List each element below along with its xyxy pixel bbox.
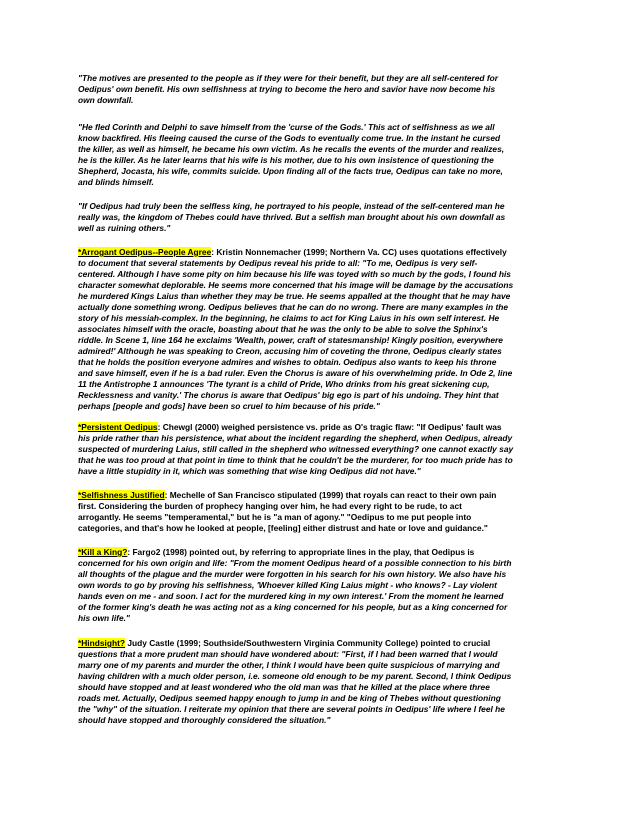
text-line: centered. Although I have some pity on him because his life was toyed with so much by the gods, I found his bbox=[78, 269, 511, 279]
text-line: have a little stupidity in it, which was something that wise king Oedipus did not have." bbox=[78, 466, 421, 476]
text-line: associates himself with the oracle, boasting about that he was the only to be able to solve the Sphinx's bbox=[78, 324, 488, 334]
section-heading: *Selfishness Justified bbox=[78, 490, 165, 500]
heading-line bbox=[78, 547, 564, 558]
text-line: perhaps [people and gods] have been so cruel to him because of his pride." bbox=[78, 401, 380, 411]
text-line: concerned for his own origin and life: "From the moment Oedipus heard of a possible connection to his birth bbox=[78, 558, 512, 568]
text-line: character somewhat deplorable. He seems more concerned that his image will be damage by the accusations bbox=[78, 280, 514, 290]
text-line: actually done something wrong. Oedipus believes that he can do no wrong. There are many examples in the bbox=[78, 302, 509, 312]
text-line: "He fled Corinth and Delphi to save himself from the 'curse of the Gods.' This act of selfishness as we all bbox=[78, 122, 495, 132]
text-line: the killer, as well as himself, he became his own victim. As he recalls the events of the murder and realizes, bbox=[78, 144, 505, 154]
text-line: the "why" of the situation. I reiterate my opinion that there are several points in Oedipus' life where I feel he bbox=[78, 704, 505, 714]
text-line: should have stopped and at least wondered who the old man was that he killed at the place where three bbox=[78, 682, 490, 692]
text-line: marry one of my parents and murder the other, I think I would have been quite suspicious of marrying and bbox=[78, 660, 500, 670]
text-line: to document that several statements by Oedipus reveal his pride to all: "To me, Oedipus is very self- bbox=[78, 258, 478, 268]
section-hindsight bbox=[78, 638, 564, 726]
text-line: "The motives are presented to the people as if they were for their benefit, but they are all self-centered for bbox=[78, 73, 499, 83]
section-intro: : Kristin Nonnemacher (1999; Northern Va. CC) uses quotations effectively bbox=[211, 247, 507, 257]
text-line: roads met. Actually, Oedipus seemed happy enough to jump in and be king of Thebes without questioning bbox=[78, 693, 501, 703]
text-line: suspected of murdering Laius, still called in the shepherd who witnessed everything? one cannot exactly say bbox=[78, 444, 514, 454]
text-line: well as ruining others." bbox=[78, 223, 171, 233]
text-line: own words to go by proving his selfishness, 'Whoever killed King Laius might - who knows? - Lay violent bbox=[78, 580, 497, 590]
text-line: Oedipus' own benefit. His own selfishness at trying to become the hero and savior have now become his bbox=[78, 84, 496, 94]
text-line: Recklessness and vanity.' The chorus is aware that Oedipus' big ego is part of his undoing. They hint that bbox=[78, 390, 499, 400]
text-line: story of his messiah-complex. In the beginning, he claims to act for King Laius in his own self interest. He bbox=[78, 313, 500, 323]
text-line: having children with a much older person, i.e. someone old enough to be my parent. Second, I think Oedipus bbox=[78, 671, 512, 681]
text-line: and save himself, even if he is a bad ruler. Even the Chorus is aware of his overwhelming pride. In Ode 2, line bbox=[78, 368, 513, 378]
text-line: he murdered Kings Laius than whether they may be true. He seems appalled at the thought that he may have bbox=[78, 291, 511, 301]
section-arrogant-oedipus bbox=[78, 247, 564, 412]
text-line: his own life." bbox=[78, 613, 130, 623]
text-line: Shepherd, Jocasta, his wife, commits suicide. Upon finding all of the facts true, Oedipus can take no more, bbox=[78, 166, 503, 176]
text-line: riddle. In Scene 1, line 164 he exclaims 'Wealth, power, craft of statesmanship! Kingly position, everywhere bbox=[78, 335, 503, 345]
heading-line bbox=[78, 490, 564, 501]
section-intro: : Mechelle of San Francisco stipulated (1999) that royals can react to their own pain bbox=[164, 490, 497, 500]
text-line: hands even on me - and soon. I act for the murdered king in my own interest.' From the moment he learned bbox=[78, 591, 504, 601]
text-line: all thoughts of the plague and the murder were forgotten in his search for his own history. We also have his bbox=[78, 569, 507, 579]
quote-paragraph-motives bbox=[78, 73, 564, 106]
heading-line bbox=[78, 638, 564, 649]
section-heading: *Kill a King? bbox=[78, 547, 128, 557]
text-line: first. Considering the burden of prophecy hanging over him, he had every right to be rude, to act bbox=[78, 501, 462, 511]
text-line: that he holds the position everyone admires and wishes to obtain. Oedipus also wants to keep his throne bbox=[78, 357, 497, 367]
text-line: own downfall. bbox=[78, 95, 134, 105]
quote-paragraph-selfless-king bbox=[78, 201, 564, 234]
section-heading: *Persistent Oedipus bbox=[78, 422, 158, 432]
text-line: know backfired. His fleeing caused the curse of the Gods to eventually come true. In the instant he cursed bbox=[78, 133, 501, 143]
text-line: and blinds himself. bbox=[78, 177, 154, 187]
heading-line bbox=[78, 422, 564, 433]
text-line: of the former king's death he was acting not as a king concerned for his people, but as a king concerned for bbox=[78, 602, 508, 612]
text-line: should have stopped and thoroughly considered the situation." bbox=[78, 715, 331, 725]
text-line: categories, and that's how he looked at people, [feeling] either distrust and hate or love and guidance." bbox=[78, 523, 488, 533]
text-line: really was, the kingdom of Thebes could have thrived. But a selfish man brought about his own downfall as bbox=[78, 212, 506, 222]
text-line: that he was too proud at that point in time to think that he couldn't be the murderer, for too much pride has to bbox=[78, 455, 513, 465]
text-line: admired!' Although he was speaking to Creon, accusing him of coveting the throne, Oedipus clearly states bbox=[78, 346, 502, 356]
heading-line bbox=[78, 247, 564, 258]
section-selfishness-justified bbox=[78, 490, 564, 534]
text-line: questions that a more prudent man should have wondered about: "First, if I had been warned that I would bbox=[78, 649, 498, 659]
section-intro: : Fargo2 (1998) pointed out, by referring to appropriate lines in the play, that Oedipus is bbox=[127, 547, 475, 557]
text-line: arrogantly. He seems "temperamental," but he is "a man of agony." "Oedipus to me put people into bbox=[78, 512, 472, 522]
section-intro: Judy Castle (1999; Southside/Southwestern Virginia Community College) pointed to crucial bbox=[125, 638, 491, 648]
text-line: he is the killer. As he later learns that his wife is his mother, due to his own insistence of questioning the bbox=[78, 155, 494, 165]
section-heading: *Hindsight? bbox=[78, 638, 125, 648]
text-line: 11 the Antistrophe 1 announces 'The tyrant is a child of Pride, Who drinks from his great sickening cup, bbox=[78, 379, 490, 389]
quote-paragraph-fled-corinth bbox=[78, 122, 564, 188]
text-line: his pride rather than his persistence, what about the incident regarding the shepherd, when Oedipus, already bbox=[78, 433, 513, 443]
section-persistent-oedipus bbox=[78, 422, 564, 477]
text-line: "If Oedipus had truly been the selfless king, he portrayed to his people, instead of the self-centered man he bbox=[78, 201, 505, 211]
section-kill-a-king bbox=[78, 547, 564, 624]
section-intro: : Chewgl (2000) weighed persistence vs. pride as O's tragic flaw: "If Oedipus' fault was bbox=[157, 422, 502, 432]
section-heading: *Arrogant Oedipus--People Agree bbox=[78, 247, 212, 257]
